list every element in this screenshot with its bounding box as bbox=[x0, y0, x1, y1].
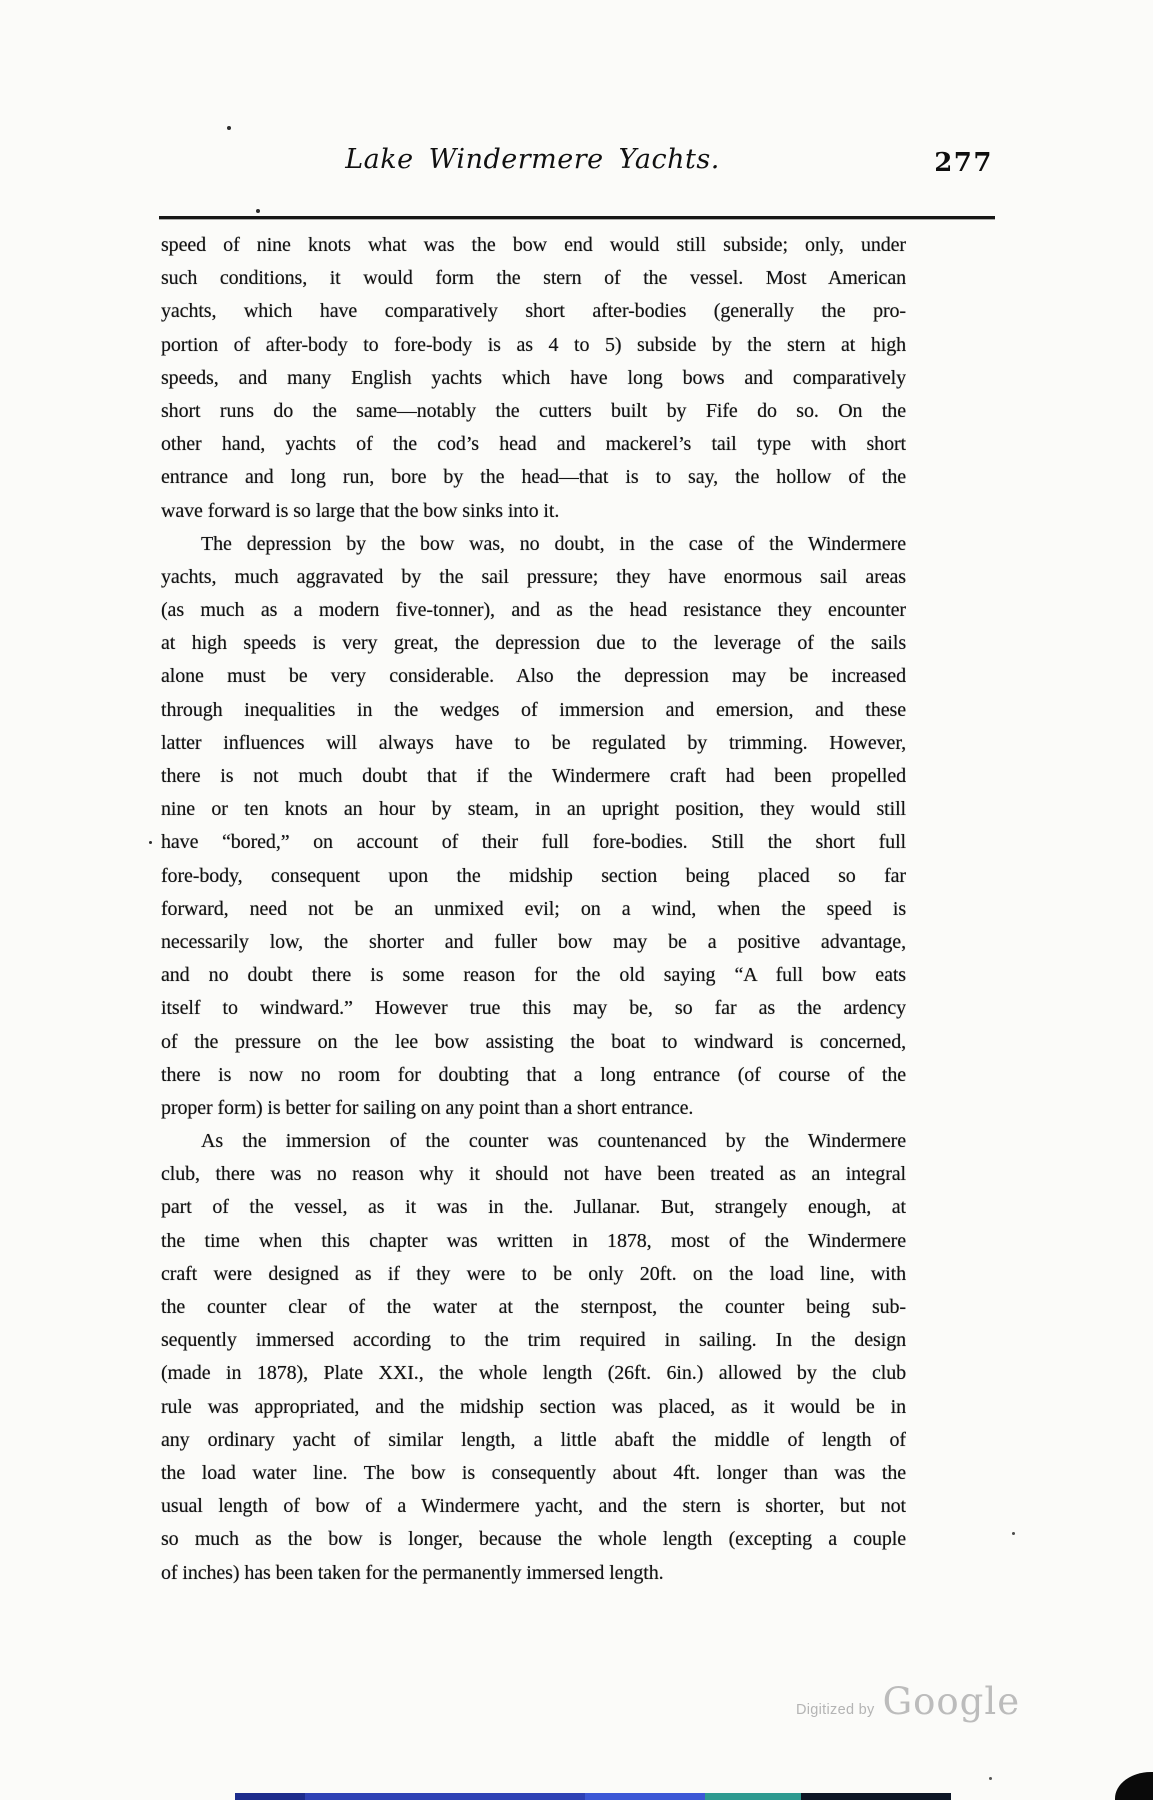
ink-speck bbox=[149, 841, 152, 844]
text-line: other hand, yachts of the cod’s head and mackerel’s tail type with short bbox=[161, 433, 906, 456]
google-logo: Google bbox=[882, 1680, 1021, 1723]
text-line: of the pressure on the lee bow assisting the boat to windward is concerned, bbox=[161, 1030, 906, 1053]
text-line: have “bored,” on account of their full fore-bodies. Still the short full bbox=[161, 831, 906, 854]
watermark bbox=[796, 1680, 1020, 1723]
ink-speck bbox=[227, 126, 231, 130]
text-line: the time when this chapter was written in 1878, most of the Windermere bbox=[161, 1229, 906, 1252]
text-line: yachts, which have comparatively short after-bodies (generally the pro- bbox=[161, 300, 906, 323]
text-line: alone must be very considerable. Also the depression may be increased bbox=[161, 665, 906, 688]
text-line: nine or ten knots an hour by steam, in an upright position, they would still bbox=[161, 798, 906, 821]
text-line: through inequalities in the wedges of immersion and emersion, and these bbox=[161, 698, 906, 721]
text-line: craft were designed as if they were to be only 20ft. on the load line, with bbox=[161, 1262, 906, 1285]
text-line: (as much as a modern five-tonner), and as the head resistance they encounter bbox=[161, 599, 906, 622]
text-line: any ordinary yacht of similar length, a little abaft the middle of length of bbox=[161, 1428, 906, 1451]
text-line: fore-body, consequent upon the midship section being placed so far bbox=[161, 864, 906, 887]
text-line: As the immersion of the counter was countenanced by the Windermere bbox=[201, 1130, 906, 1153]
text-line: wave forward is so large that the bow sinks into it. bbox=[161, 499, 560, 522]
text-line: speeds, and many English yachts which have long bows and comparatively bbox=[161, 366, 906, 389]
text-line: proper form) is better for sailing on any point than a short entrance. bbox=[161, 1096, 694, 1119]
text-line: so much as the bow is longer, because the whole length (excepting a couple bbox=[161, 1528, 906, 1551]
text-line: at high speeds is very great, the depression due to the leverage of the sails bbox=[161, 632, 906, 655]
scan-strip-segment bbox=[235, 1793, 305, 1800]
text-line: rule was appropriated, and the midship section was placed, as it would be in bbox=[161, 1395, 906, 1418]
text-line: entrance and long run, bore by the head—that is to say, the hollow of the bbox=[161, 466, 906, 489]
page-number: 277 bbox=[934, 148, 993, 178]
ink-speck bbox=[256, 209, 260, 213]
text-line: (made in 1878), Plate XXI., the whole length (26ft. 6in.) allowed by the club bbox=[161, 1362, 906, 1385]
text-line: The depression by the bow was, no doubt, in the case of the Windermere bbox=[201, 532, 906, 555]
scan-strip-segment bbox=[705, 1793, 801, 1800]
scan-strip-segment bbox=[801, 1793, 951, 1800]
page-curl-corner bbox=[1115, 1772, 1153, 1800]
body-text bbox=[161, 229, 906, 1590]
scan-strip-segment bbox=[305, 1793, 585, 1800]
text-line: club, there was no reason why it should not have been treated as an integral bbox=[161, 1163, 906, 1186]
text-line: and no doubt there is some reason for the old saying “A full bow eats bbox=[161, 964, 906, 987]
text-line: portion of after-body to fore-body is as 4 to 5) subside by the stern at high bbox=[161, 333, 906, 356]
header-rule bbox=[159, 216, 995, 219]
ink-speck bbox=[989, 1777, 992, 1780]
text-line: the counter clear of the water at the sternpost, the counter being sub- bbox=[161, 1296, 906, 1318]
text-line: itself to windward.” However true this may be, so far as the ardency bbox=[161, 997, 906, 1020]
text-line: of inches) has been taken for the permanently immersed length. bbox=[161, 1561, 664, 1584]
scan-strip-segment bbox=[585, 1793, 705, 1800]
text-line: the load water line. The bow is consequently about 4ft. longer than was the bbox=[161, 1461, 906, 1484]
scan-color-strip bbox=[235, 1793, 951, 1800]
text-line: such conditions, it would form the stern of the vessel. Most American bbox=[161, 267, 906, 290]
text-line: forward, need not be an unmixed evil; on a wind, when the speed is bbox=[161, 897, 906, 920]
text-line: usual length of bow of a Windermere yacht, and the stern is shorter, but not bbox=[161, 1495, 906, 1518]
ink-speck bbox=[1012, 1532, 1015, 1535]
text-line: sequently immersed according to the trim required in sailing. In the design bbox=[161, 1329, 906, 1352]
text-line: there is now no room for doubting that a long entrance (of course of the bbox=[161, 1063, 906, 1086]
text-line: there is not much doubt that if the Windermere craft had been propelled bbox=[161, 765, 906, 787]
running-header-title: Lake Windermere Yachts. bbox=[345, 144, 720, 175]
text-line: necessarily low, the shorter and fuller bow may be a positive advantage, bbox=[161, 930, 906, 953]
text-line: short runs do the same—notably the cutters built by Fife do so. On the bbox=[161, 399, 906, 422]
text-line: speed of nine knots what was the bow end would still subside; only, under bbox=[161, 234, 906, 256]
digitized-by-label: Digitized by bbox=[796, 1702, 875, 1718]
text-line: latter influences will always have to be regulated by trimming. However, bbox=[161, 731, 906, 754]
text-line: yachts, much aggravated by the sail pressure; they have enormous sail areas bbox=[161, 565, 906, 588]
text-line: part of the vessel, as it was in the. Jullanar. But, strangely enough, at bbox=[161, 1196, 906, 1219]
